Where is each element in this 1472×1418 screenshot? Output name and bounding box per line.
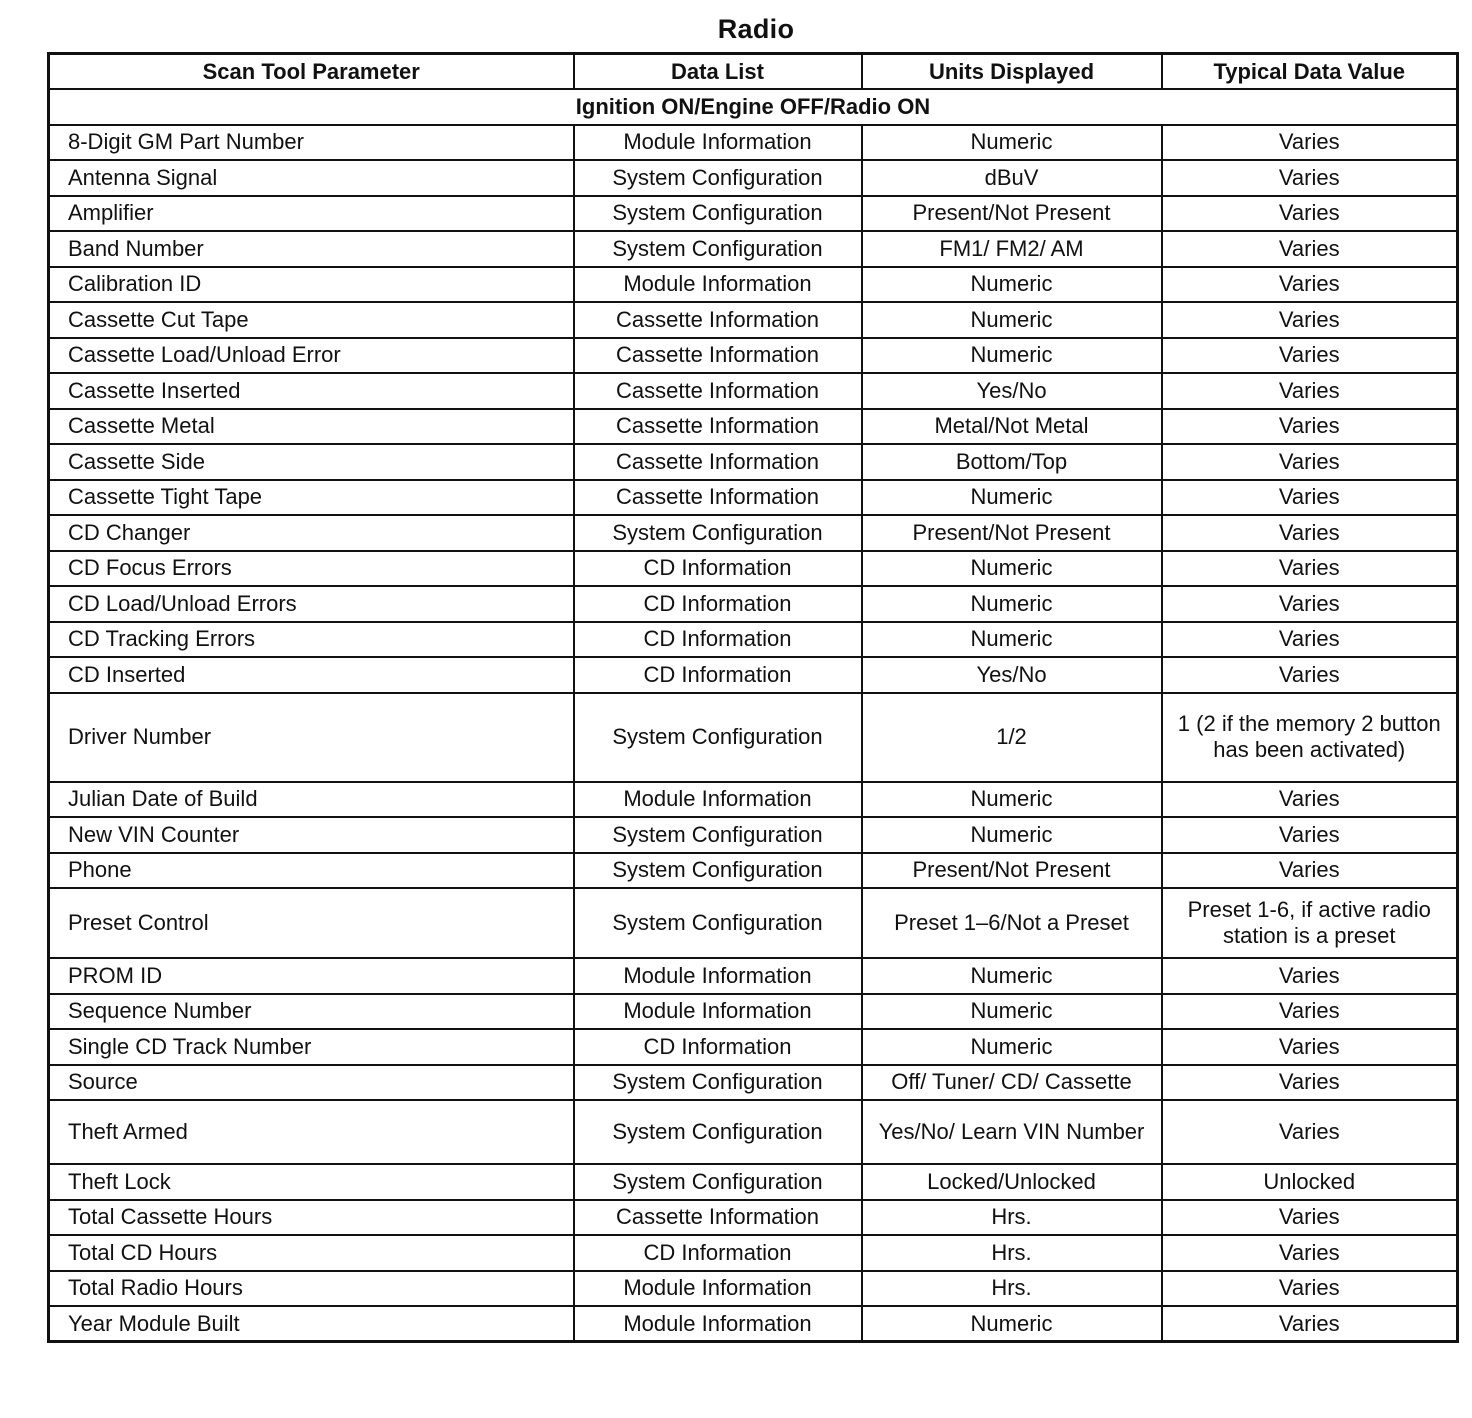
cell-data-list: Module Information — [574, 267, 862, 303]
cell-units: Off/ Tuner/ CD/ Cassette — [862, 1065, 1162, 1101]
cell-typical-value: Varies — [1162, 267, 1458, 303]
cell-typical-value: Unlocked — [1162, 1164, 1458, 1200]
cell-typical-value: Varies — [1162, 586, 1458, 622]
cell-parameter: CD Focus Errors — [49, 551, 574, 587]
cell-parameter: Cassette Inserted — [49, 373, 574, 409]
cell-data-list: Module Information — [574, 1271, 862, 1307]
table-row — [49, 338, 1458, 374]
cell-typical-value: Varies — [1162, 1065, 1458, 1101]
cell-units: Numeric — [862, 817, 1162, 853]
cell-parameter: Amplifier — [49, 196, 574, 232]
cell-parameter: Theft Lock — [49, 1164, 574, 1200]
cell-typical-value: Varies — [1162, 817, 1458, 853]
cell-typical-value: Varies — [1162, 196, 1458, 232]
cell-units: Numeric — [862, 551, 1162, 587]
cell-parameter: Preset Control — [49, 888, 574, 958]
cell-parameter: CD Inserted — [49, 657, 574, 693]
header-typical-data-value: Typical Data Value — [1162, 54, 1458, 90]
table-row — [49, 1029, 1458, 1065]
table-row — [49, 231, 1458, 267]
table-row — [49, 1235, 1458, 1271]
cell-typical-value: Varies — [1162, 994, 1458, 1030]
cell-data-list: System Configuration — [574, 1164, 862, 1200]
cell-units: Numeric — [862, 267, 1162, 303]
cell-data-list: System Configuration — [574, 1100, 862, 1164]
table-row — [49, 1306, 1458, 1342]
cell-units: Numeric — [862, 586, 1162, 622]
cell-units: Hrs. — [862, 1235, 1162, 1271]
table-row — [49, 958, 1458, 994]
cell-data-list: Module Information — [574, 958, 862, 994]
table-row — [49, 302, 1458, 338]
cell-typical-value: Varies — [1162, 1235, 1458, 1271]
table-row — [49, 515, 1458, 551]
cell-data-list: Cassette Information — [574, 480, 862, 516]
cell-typical-value: Varies — [1162, 958, 1458, 994]
cell-data-list: System Configuration — [574, 196, 862, 232]
cell-parameter: PROM ID — [49, 958, 574, 994]
cell-typical-value: Varies — [1162, 622, 1458, 658]
cell-typical-value: Varies — [1162, 125, 1458, 161]
cell-units: Numeric — [862, 994, 1162, 1030]
cell-data-list: Module Information — [574, 782, 862, 818]
cell-typical-value: Varies — [1162, 853, 1458, 889]
cell-data-list: Cassette Information — [574, 373, 862, 409]
cell-data-list: Cassette Information — [574, 338, 862, 374]
cell-data-list: System Configuration — [574, 231, 862, 267]
cell-parameter: Sequence Number — [49, 994, 574, 1030]
cell-units: Present/Not Present — [862, 853, 1162, 889]
cell-data-list: System Configuration — [574, 817, 862, 853]
cell-data-list: Module Information — [574, 1306, 862, 1342]
cell-units: Numeric — [862, 782, 1162, 818]
cell-typical-value: Varies — [1162, 1306, 1458, 1342]
cell-data-list: Module Information — [574, 994, 862, 1030]
cell-units: Hrs. — [862, 1200, 1162, 1236]
table-row — [49, 373, 1458, 409]
table-row — [49, 657, 1458, 693]
cell-typical-value: 1 (2 if the memory 2 button has been activated) — [1162, 693, 1458, 782]
cell-parameter: Antenna Signal — [49, 160, 574, 196]
cell-units: Bottom/Top — [862, 444, 1162, 480]
cell-data-list: CD Information — [574, 657, 862, 693]
cell-parameter: Phone — [49, 853, 574, 889]
table-row — [49, 1200, 1458, 1236]
cell-parameter: Cassette Side — [49, 444, 574, 480]
cell-data-list: System Configuration — [574, 888, 862, 958]
cell-data-list: CD Information — [574, 1235, 862, 1271]
cell-parameter: Total Radio Hours — [49, 1271, 574, 1307]
cell-units: Numeric — [862, 1306, 1162, 1342]
cell-data-list: CD Information — [574, 551, 862, 587]
cell-units: Yes/No — [862, 657, 1162, 693]
table-row — [49, 693, 1458, 782]
cell-units: Numeric — [862, 958, 1162, 994]
cell-typical-value: Varies — [1162, 302, 1458, 338]
cell-data-list: Cassette Information — [574, 444, 862, 480]
cell-data-list: System Configuration — [574, 160, 862, 196]
cell-typical-value: Varies — [1162, 782, 1458, 818]
cell-typical-value: Varies — [1162, 231, 1458, 267]
cell-parameter: Cassette Cut Tape — [49, 302, 574, 338]
table-row — [49, 1164, 1458, 1200]
table-row — [49, 409, 1458, 445]
table-row — [49, 1271, 1458, 1307]
cell-data-list: Module Information — [574, 125, 862, 161]
table-row — [49, 888, 1458, 958]
cell-data-list: System Configuration — [574, 1065, 862, 1101]
cell-parameter: Source — [49, 1065, 574, 1101]
cell-typical-value: Varies — [1162, 1029, 1458, 1065]
cell-parameter: Theft Armed — [49, 1100, 574, 1164]
cell-typical-value: Varies — [1162, 409, 1458, 445]
table-row — [49, 480, 1458, 516]
cell-units: dBuV — [862, 160, 1162, 196]
radio-data-table — [47, 52, 1459, 1343]
cell-typical-value: Varies — [1162, 160, 1458, 196]
cell-parameter: Driver Number — [49, 693, 574, 782]
cell-typical-value: Varies — [1162, 338, 1458, 374]
cell-units: Preset 1–6/Not a Preset — [862, 888, 1162, 958]
cell-data-list: CD Information — [574, 586, 862, 622]
section-label: Ignition ON/Engine OFF/Radio ON — [49, 89, 1458, 125]
table-row — [49, 782, 1458, 818]
cell-parameter: Julian Date of Build — [49, 782, 574, 818]
cell-units: Yes/No/ Learn VIN Number — [862, 1100, 1162, 1164]
cell-units: Numeric — [862, 338, 1162, 374]
header-units-displayed: Units Displayed — [862, 54, 1162, 90]
cell-typical-value: Varies — [1162, 373, 1458, 409]
cell-parameter: CD Changer — [49, 515, 574, 551]
cell-units: Metal/Not Metal — [862, 409, 1162, 445]
table-row — [49, 444, 1458, 480]
cell-units: Present/Not Present — [862, 515, 1162, 551]
cell-typical-value: Varies — [1162, 1100, 1458, 1164]
table-body — [49, 89, 1458, 1342]
header-row — [49, 54, 1458, 90]
cell-data-list: CD Information — [574, 1029, 862, 1065]
cell-typical-value: Varies — [1162, 1200, 1458, 1236]
section-row — [49, 89, 1458, 125]
cell-units: Yes/No — [862, 373, 1162, 409]
cell-units: Numeric — [862, 480, 1162, 516]
cell-units: Numeric — [862, 125, 1162, 161]
cell-units: Present/Not Present — [862, 196, 1162, 232]
table-row — [49, 1065, 1458, 1101]
cell-units: FM1/ FM2/ AM — [862, 231, 1162, 267]
cell-typical-value: Varies — [1162, 551, 1458, 587]
table-row — [49, 551, 1458, 587]
table-row — [49, 586, 1458, 622]
cell-parameter: CD Tracking Errors — [49, 622, 574, 658]
cell-units: Numeric — [862, 622, 1162, 658]
cell-typical-value: Varies — [1162, 515, 1458, 551]
table-row — [49, 125, 1458, 161]
cell-parameter: Cassette Metal — [49, 409, 574, 445]
table-row — [49, 853, 1458, 889]
cell-parameter: New VIN Counter — [49, 817, 574, 853]
cell-parameter: Total CD Hours — [49, 1235, 574, 1271]
cell-typical-value: Varies — [1162, 480, 1458, 516]
cell-parameter: Year Module Built — [49, 1306, 574, 1342]
cell-units: Locked/Unlocked — [862, 1164, 1162, 1200]
cell-units: Numeric — [862, 1029, 1162, 1065]
table-row — [49, 994, 1458, 1030]
table-row — [49, 267, 1458, 303]
cell-parameter: Calibration ID — [49, 267, 574, 303]
cell-parameter: CD Load/Unload Errors — [49, 586, 574, 622]
cell-typical-value: Preset 1-6, if active radio station is a preset — [1162, 888, 1458, 958]
header-scan-tool-parameter: Scan Tool Parameter — [49, 54, 574, 90]
cell-data-list: CD Information — [574, 622, 862, 658]
cell-parameter: Total Cassette Hours — [49, 1200, 574, 1236]
cell-typical-value: Varies — [1162, 1271, 1458, 1307]
cell-parameter: Band Number — [49, 231, 574, 267]
cell-data-list: Cassette Information — [574, 409, 862, 445]
table-row — [49, 196, 1458, 232]
cell-data-list: System Configuration — [574, 693, 862, 782]
cell-parameter: Cassette Tight Tape — [49, 480, 574, 516]
cell-data-list: System Configuration — [574, 853, 862, 889]
cell-data-list: System Configuration — [574, 515, 862, 551]
cell-data-list: Cassette Information — [574, 1200, 862, 1236]
cell-typical-value: Varies — [1162, 444, 1458, 480]
table-row — [49, 622, 1458, 658]
cell-units: 1/2 — [862, 693, 1162, 782]
table-row — [49, 1100, 1458, 1164]
cell-parameter: Cassette Load/Unload Error — [49, 338, 574, 374]
page-title: Radio — [717, 14, 795, 44]
header-data-list: Data List — [574, 54, 862, 90]
cell-parameter: 8-Digit GM Part Number — [49, 125, 574, 161]
cell-parameter: Single CD Track Number — [49, 1029, 574, 1065]
cell-data-list: Cassette Information — [574, 302, 862, 338]
cell-typical-value: Varies — [1162, 657, 1458, 693]
table-row — [49, 817, 1458, 853]
cell-units: Numeric — [862, 302, 1162, 338]
table-row — [49, 160, 1458, 196]
cell-units: Hrs. — [862, 1271, 1162, 1307]
